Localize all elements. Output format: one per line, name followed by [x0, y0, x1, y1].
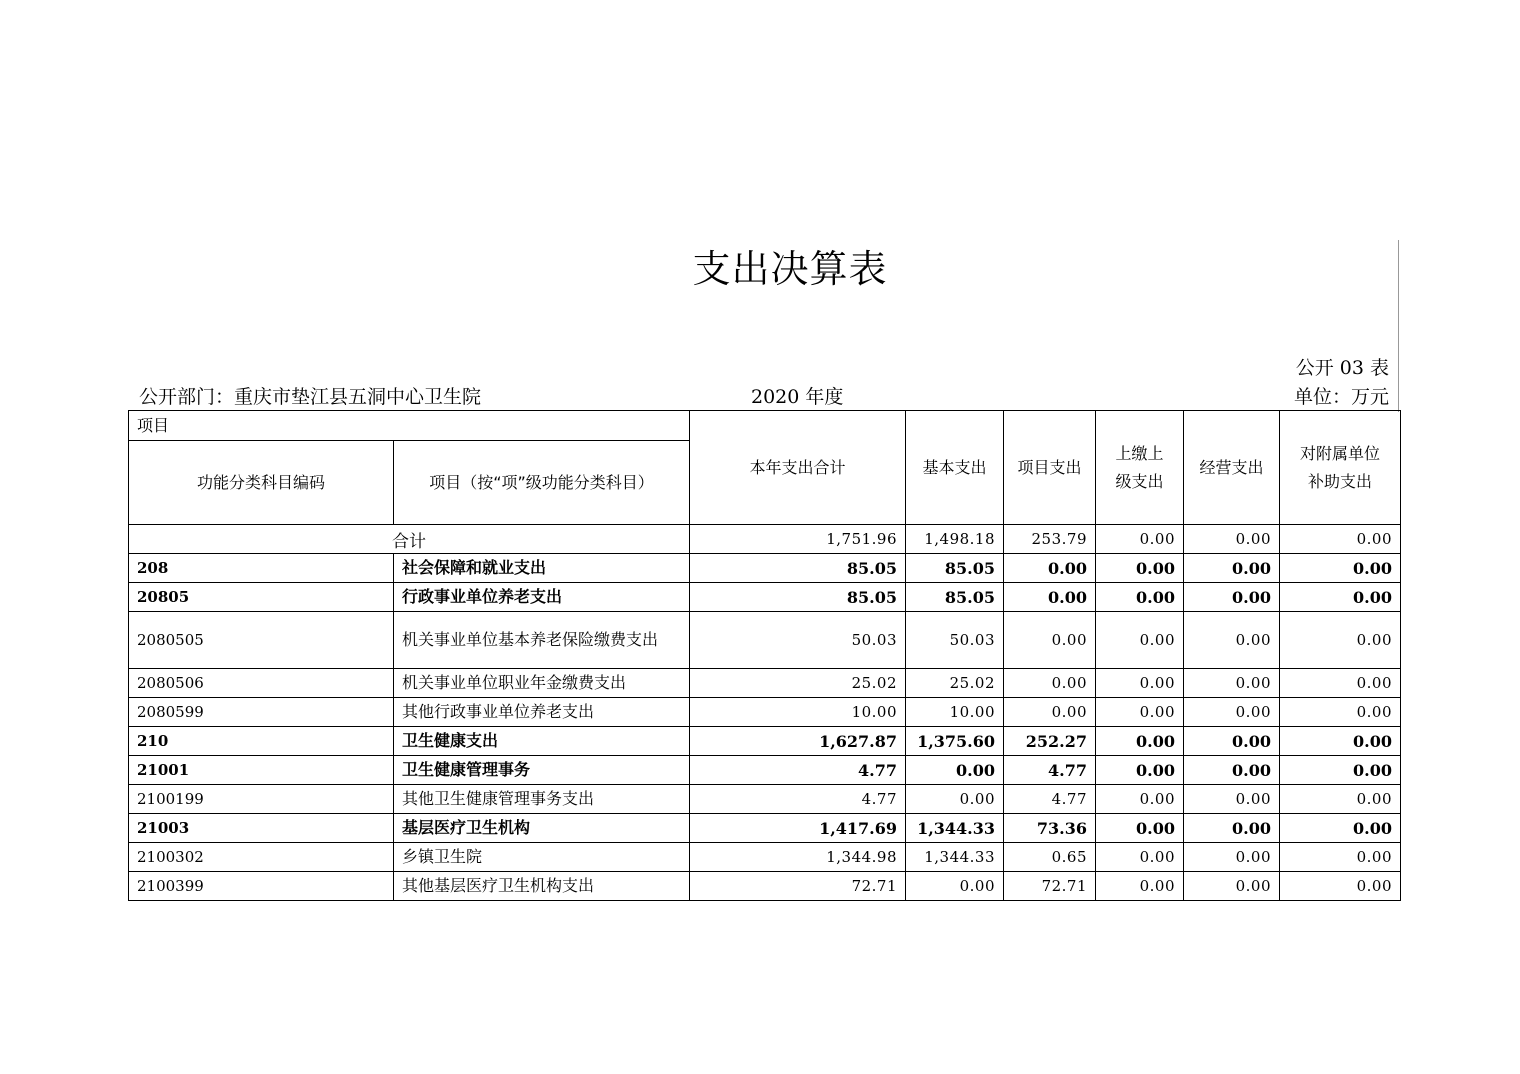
row-value: 0.00 [1184, 698, 1280, 727]
row-code: 210 [129, 727, 394, 756]
row-value: 0.00 [1096, 785, 1184, 814]
row-code: 2100399 [129, 872, 394, 901]
table-row [129, 583, 1401, 612]
row-value: 4.77 [690, 756, 906, 785]
row-value: 73.36 [1004, 814, 1096, 843]
row-value: 0.00 [1184, 756, 1280, 785]
row-value: 0.00 [1184, 612, 1280, 669]
total-cell: 0.00 [1184, 525, 1280, 554]
row-value: 72.71 [1004, 872, 1096, 901]
row-value: 0.00 [1184, 872, 1280, 901]
header-basic: 基本支出 [906, 411, 1004, 525]
expenditure-table [128, 410, 1401, 901]
row-name: 基层医疗卫生机构 [394, 814, 690, 843]
row-value: 0.00 [1280, 583, 1401, 612]
row-code: 208 [129, 554, 394, 583]
row-value: 0.00 [906, 785, 1004, 814]
row-value: 0.00 [1004, 698, 1096, 727]
row-value: 1,344.33 [906, 814, 1004, 843]
total-label: 合计 [129, 525, 690, 554]
row-value: 0.00 [1184, 583, 1280, 612]
header-total: 本年支出合计 [690, 411, 906, 525]
header-project-group: 项目 [129, 411, 690, 441]
row-value: 1,417.69 [690, 814, 906, 843]
row-value: 1,344.33 [906, 843, 1004, 872]
row-code: 21003 [129, 814, 394, 843]
row-value: 0.00 [1280, 554, 1401, 583]
row-value: 50.03 [690, 612, 906, 669]
row-value: 0.00 [1280, 785, 1401, 814]
header-upper [1096, 411, 1184, 525]
row-value: 0.00 [1096, 554, 1184, 583]
row-value: 1,375.60 [906, 727, 1004, 756]
row-name: 机关事业单位职业年金缴费支出 [394, 669, 690, 698]
row-name: 其他卫生健康管理事务支出 [394, 785, 690, 814]
total-row [129, 525, 1401, 554]
row-name: 卫生健康支出 [394, 727, 690, 756]
row-value: 0.00 [1280, 843, 1401, 872]
row-value: 10.00 [906, 698, 1004, 727]
row-value: 0.00 [1184, 843, 1280, 872]
row-value: 25.02 [690, 669, 906, 698]
row-value: 0.00 [1004, 554, 1096, 583]
header-upper-line2: 级支出 [1115, 471, 1164, 491]
row-value: 0.00 [906, 756, 1004, 785]
total-cell: 0.00 [1096, 525, 1184, 554]
row-value: 72.71 [690, 872, 906, 901]
row-value: 0.00 [1096, 756, 1184, 785]
row-value: 85.05 [906, 554, 1004, 583]
row-value: 0.00 [1184, 554, 1280, 583]
row-value: 0.00 [1280, 872, 1401, 901]
row-value: 0.00 [1184, 669, 1280, 698]
total-cell: 0.00 [1280, 525, 1401, 554]
row-name: 乡镇卫生院 [394, 843, 690, 872]
row-value: 0.00 [1004, 612, 1096, 669]
table-row [129, 554, 1401, 583]
row-value: 0.00 [1096, 583, 1184, 612]
row-value: 0.00 [1280, 612, 1401, 669]
row-value: 252.27 [1004, 727, 1096, 756]
row-value: 85.05 [690, 554, 906, 583]
row-value: 4.77 [1004, 785, 1096, 814]
header-subsidy-line2: 补助支出 [1308, 471, 1373, 491]
row-value: 0.00 [906, 872, 1004, 901]
row-value: 0.00 [1280, 669, 1401, 698]
row-code: 2100199 [129, 785, 394, 814]
row-value: 0.00 [1096, 727, 1184, 756]
row-name: 其他行政事业单位养老支出 [394, 698, 690, 727]
table-row [129, 669, 1401, 698]
row-value: 0.00 [1096, 872, 1184, 901]
row-name: 机关事业单位基本养老保险缴费支出 [394, 612, 690, 669]
row-value: 1,627.87 [690, 727, 906, 756]
row-name: 其他基层医疗卫生机构支出 [394, 872, 690, 901]
page-title: 支出决算表 [692, 247, 888, 291]
row-value: 0.00 [1184, 785, 1280, 814]
row-code: 20805 [129, 583, 394, 612]
table-row [129, 612, 1401, 669]
row-value: 0.00 [1096, 669, 1184, 698]
row-value: 0.00 [1096, 698, 1184, 727]
table-row [129, 872, 1401, 901]
row-code: 2080599 [129, 698, 394, 727]
right-rule-divider [1398, 240, 1399, 412]
total-cell: 1,751.96 [690, 525, 906, 554]
row-value: 0.00 [1096, 612, 1184, 669]
row-value: 4.77 [690, 785, 906, 814]
row-value: 0.00 [1096, 843, 1184, 872]
row-name: 行政事业单位养老支出 [394, 583, 690, 612]
row-value: 0.00 [1280, 727, 1401, 756]
table-row [129, 756, 1401, 785]
row-name: 卫生健康管理事务 [394, 756, 690, 785]
row-value: 0.00 [1280, 814, 1401, 843]
header-business: 经营支出 [1184, 411, 1280, 525]
year-label: 2020 年度 [751, 386, 844, 408]
table-code: 公开 03 表 [1295, 357, 1389, 379]
row-value: 0.00 [1004, 669, 1096, 698]
unit-label: 单位：万元 [1293, 386, 1389, 408]
row-value: 0.00 [1004, 583, 1096, 612]
row-code: 21001 [129, 756, 394, 785]
table-row [129, 727, 1401, 756]
row-code: 2100302 [129, 843, 394, 872]
total-cell: 253.79 [1004, 525, 1096, 554]
row-value: 0.00 [1280, 698, 1401, 727]
row-code: 2080506 [129, 669, 394, 698]
row-value: 4.77 [1004, 756, 1096, 785]
header-upper-line1: 上缴上 [1115, 443, 1164, 463]
header-name: 项目（按“项”级功能分类科目） [394, 441, 690, 525]
total-cell: 1,498.18 [906, 525, 1004, 554]
row-value: 0.00 [1280, 756, 1401, 785]
table-row [129, 814, 1401, 843]
table-row [129, 785, 1401, 814]
row-value: 50.03 [906, 612, 1004, 669]
row-value: 85.05 [906, 583, 1004, 612]
header-subsidy [1280, 411, 1401, 525]
row-value: 85.05 [690, 583, 906, 612]
row-code: 2080505 [129, 612, 394, 669]
table-row [129, 698, 1401, 727]
table-row [129, 843, 1401, 872]
row-value: 10.00 [690, 698, 906, 727]
row-value: 1,344.98 [690, 843, 906, 872]
header-project: 项目支出 [1004, 411, 1096, 525]
row-value: 0.00 [1184, 814, 1280, 843]
row-value: 0.65 [1004, 843, 1096, 872]
header-subsidy-line1: 对附属单位 [1300, 443, 1381, 463]
row-value: 0.00 [1184, 727, 1280, 756]
department-label: 公开部门：重庆市垫江县五洞中心卫生院 [139, 386, 482, 408]
header-code: 功能分类科目编码 [129, 441, 394, 525]
row-name: 社会保障和就业支出 [394, 554, 690, 583]
row-value: 25.02 [906, 669, 1004, 698]
row-value: 0.00 [1096, 814, 1184, 843]
